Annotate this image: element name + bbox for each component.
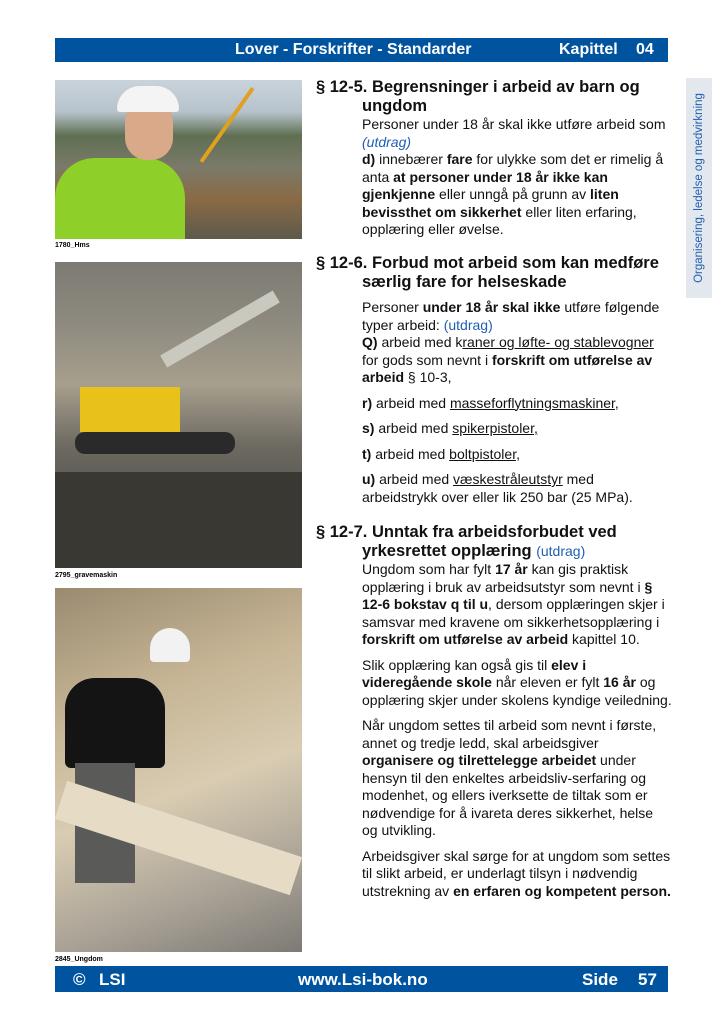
chapter-header-bar: [55, 38, 668, 62]
text-run: kapittel 10.: [568, 631, 640, 647]
text-run: arbeid med: [371, 445, 450, 462]
heading-text: § 12-7. Unntak fra arbeidsforbudet ved yrkesrettet opplæring: [316, 523, 617, 560]
text-run: eller unngå på grunn av: [435, 186, 591, 202]
text-run: forskrift om utførelse av arbeid: [362, 351, 653, 385]
photo-caption: 2845_Ungdom: [55, 956, 103, 963]
text-run: Personer under 18 år skal ikke utføre arbeid som: [362, 116, 666, 132]
text-run: , dersom opplæringen skjer i samsvar med kravene om sikkerhetsopplæring i: [362, 596, 665, 630]
paragraph: [362, 848, 672, 901]
text-run: elev i videregående skole: [362, 656, 587, 690]
paragraph: [362, 446, 672, 464]
photo-excavator: [55, 262, 302, 568]
underlined-term: væskestråleutstyr: [453, 471, 563, 487]
text-run: s): [362, 420, 375, 436]
paragraph: [362, 561, 672, 649]
paragraph: [362, 151, 672, 239]
section-12-5: [316, 78, 672, 239]
footer-website-link[interactable]: www.Lsi-bok.no: [298, 970, 428, 989]
header-title: Lover - Forskrifter - Standarder: [235, 41, 472, 58]
text-run: at personer under 18 år ikke kan gjenkjenne: [362, 168, 608, 202]
text-run: arbeid med: [374, 420, 453, 436]
section-heading: § 12-5. Begrensninger i arbeid av barn og ungdom: [316, 78, 640, 115]
text-run: § 10-3,: [404, 369, 452, 385]
text-run: Slik opplæring kan også gis til: [362, 656, 552, 673]
utdrag-note: (utdrag): [536, 543, 586, 559]
paragraph: [362, 420, 672, 438]
text-run: Når ungdom settes til arbeid som nevnt i første, annet og tredje ledd, skal arbeidsgiver: [362, 717, 657, 751]
photo-caption: 1780_Hms: [55, 242, 90, 249]
utdrag-note: (utdrag): [362, 133, 412, 150]
section-body: [316, 299, 672, 506]
footer-publisher: LSI: [99, 970, 126, 989]
text-run: u): [362, 471, 376, 487]
underlined-term: raner og løfte- og stablevogner: [462, 334, 654, 350]
section-heading: [316, 523, 672, 561]
text-run: 17 år: [495, 561, 528, 577]
text-run: 16 år: [603, 674, 636, 690]
text-run: r): [362, 394, 373, 411]
photo-young-worker: [55, 588, 302, 952]
section-body: [316, 116, 672, 239]
text-run: for gods som nevnt i: [362, 351, 492, 368]
chapter-label: Kapittel: [559, 41, 618, 58]
paragraph: [362, 116, 672, 151]
section-12-6: [316, 254, 672, 514]
text-run: Arbeidsgiver skal sørge for at ungdom som settes til slikt arbeid, er underlagt tilsyn i nødvendig utstrekning av: [362, 847, 671, 899]
text-run: med arbeidstrykk over eller lik 250 bar (25 MPa).: [362, 471, 633, 505]
chapter-number: 04: [636, 41, 654, 58]
paragraph: [362, 299, 672, 334]
section-12-7: [316, 523, 672, 908]
text-run: innebærer: [375, 151, 447, 167]
text-run: d): [362, 151, 376, 167]
text-run: og opplæring skjer under skolens kyndige veiledning.: [362, 674, 672, 708]
side-tab-label: Organisering, ledelse og medvirkning: [693, 93, 705, 283]
photo-worker-helmet: [55, 80, 302, 239]
page-number: 57: [638, 970, 657, 989]
text-run: arbeid med: [372, 394, 450, 411]
text-run: fare: [446, 151, 473, 167]
text-run: en erfaren og kompetent person.: [453, 882, 671, 899]
text-run: under hensyn til den enkeltes arbeidsliv-serfaring og modenhet, og ellers iverksette de tiltak som er nødvendige for å ivareta deres sikkerhet, helse og utvikling.: [362, 752, 654, 838]
underlined-term: spikerpistoler,: [452, 420, 538, 436]
paragraph: [362, 657, 672, 710]
text-run: liten bevissthet om sikkerhet: [362, 186, 619, 220]
page-footer-bar: [55, 966, 668, 992]
text-run: t): [362, 445, 372, 462]
photo-caption: 2795_gravemaskin: [55, 572, 118, 579]
text-run: Ungdom som har fylt: [362, 561, 496, 577]
text-run: organisere og tilrettelegge arbeidet: [362, 752, 597, 768]
side-tab[interactable]: [686, 78, 712, 298]
underlined-term: boltpistoler,: [449, 445, 520, 462]
text-run: under 18 år skal ikke: [422, 299, 561, 315]
text-run: utføre følgende typer arbeid:: [362, 299, 660, 333]
text-run: arbeid med k: [377, 334, 463, 350]
text-run: Personer: [362, 299, 423, 315]
text-run: Q): [362, 334, 378, 350]
paragraph: [362, 395, 672, 413]
text-run: når eleven er fylt: [491, 674, 604, 690]
paragraph: [362, 334, 672, 387]
text-run: for ulykke som det er rimelig å anta: [362, 151, 664, 185]
underlined-term: masseforflytningsmaskiner,: [449, 394, 619, 411]
text-run: arbeid med: [375, 471, 454, 487]
text-run: forskrift om utførelse av arbeid: [362, 631, 569, 647]
page-label: Side: [582, 970, 618, 989]
utdrag-note: (utdrag): [443, 316, 493, 333]
paragraph: [362, 471, 672, 506]
section-body: [316, 561, 672, 900]
text-run: eller liten erfaring, opplæring eller øvelse.: [362, 203, 637, 237]
text-run: kan gis praktisk opplæring i bruk av arbeidsutstyr som nevnt i: [362, 561, 645, 595]
paragraph: [362, 717, 672, 840]
text-run: § 12-6 bokstav q til u: [362, 578, 653, 612]
copyright-icon: ©: [73, 970, 86, 989]
section-heading: § 12-6. Forbud mot arbeid som kan medføre særlig fare for helseskade: [316, 254, 659, 291]
